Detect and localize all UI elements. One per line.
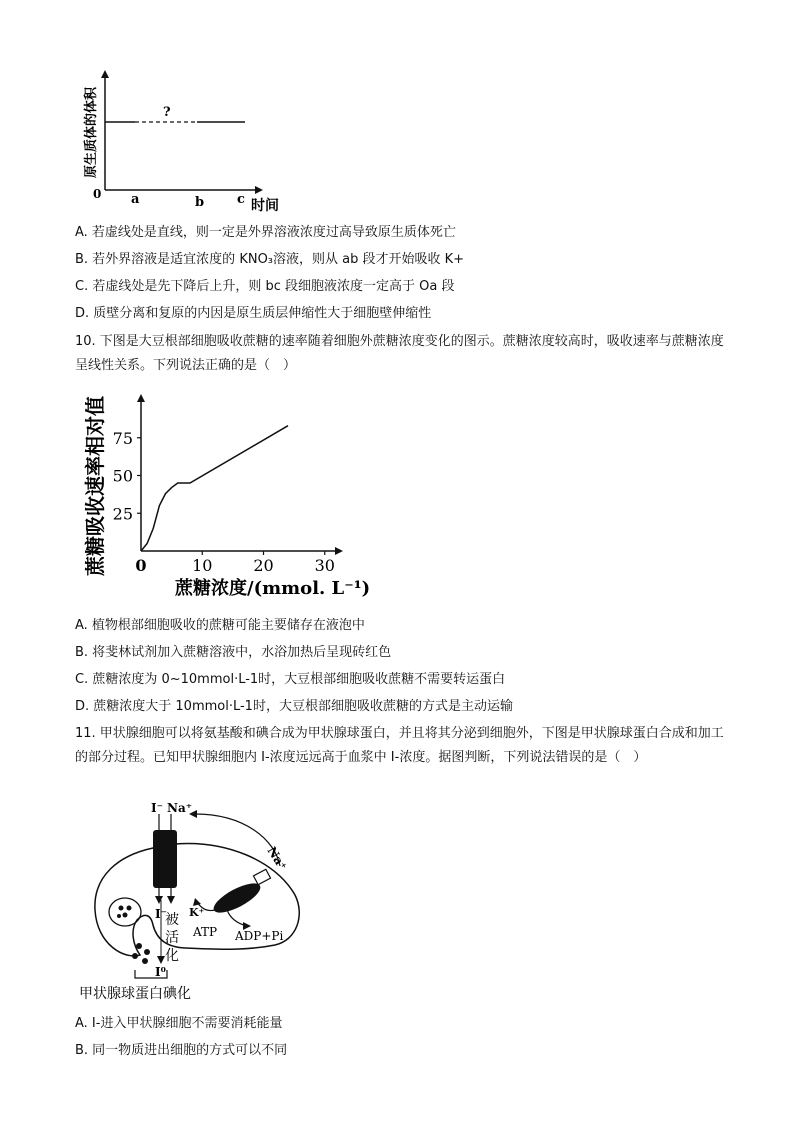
q10-option-a: A. 植物根部细胞吸收的蔗糖可能主要储存在液泡中 bbox=[75, 618, 365, 633]
i-zero-label: I⁰ bbox=[155, 965, 166, 979]
y-tick-label: 50 bbox=[112, 466, 133, 486]
q11-option-b: B. 同一物质进出细胞的方式可以不同 bbox=[75, 1043, 288, 1058]
q10-option-d: D. 蔗糖浓度大于 10mmol·L-1时，大豆根部细胞吸收蔗糖的方式是主动运输 bbox=[75, 699, 513, 714]
protoplast-volume-figure bbox=[75, 68, 295, 216]
x-tick-label: 0 bbox=[135, 556, 147, 575]
q10-option-b: B. 将斐林试剂加入蔗糖溶液中，水浴加热后呈现砖红色 bbox=[75, 645, 392, 660]
chart-series-line bbox=[141, 426, 288, 551]
q9-option-d: D. 质壁分离和复原的内因是原生质层伸缩性大于细胞壁伸缩性 bbox=[75, 306, 432, 321]
q9-option-a: A. 若虚线处是直线，则一定是外界溶液浓度过高导致原生质体死亡 bbox=[75, 225, 456, 240]
activated-char-2: 活 bbox=[165, 930, 179, 946]
question-10-text: 10. 下图是大豆根部细胞吸收蔗糖的速率随着细胞外蔗糖浓度变化的图示。蔗糖浓度较高时，吸收速率与蔗糖浓度呈线性关系。下列说法正确的是（ ） bbox=[75, 334, 724, 373]
q11-option-a: A. I-进入甲状腺细胞不需要消耗能量 bbox=[75, 1016, 283, 1031]
tick-b: b bbox=[195, 195, 205, 210]
y-tick-label: 75 bbox=[112, 428, 133, 448]
tick-a: a bbox=[131, 192, 140, 207]
diagram-caption: 甲状腺球蛋白碘化 bbox=[79, 986, 191, 1002]
atp-label: ATP bbox=[193, 925, 218, 939]
x-axis-label: 时间 bbox=[251, 198, 279, 214]
x-tick-label: 10 bbox=[192, 556, 213, 575]
i-minus-label: I⁻ bbox=[151, 801, 163, 815]
tick-c: c bbox=[237, 192, 245, 207]
q9-option-b: B. 若外界溶液是适宜浓度的 KNO₃溶液，则从 ab 段才开始吸收 K+ bbox=[75, 252, 465, 267]
na-outer-label: Na⁺ bbox=[264, 844, 290, 873]
chart-x-axis-label: 蔗糖浓度/(mmol. L⁻¹) bbox=[175, 578, 371, 599]
chart-y-axis-label: 蔗糖吸收速率相对值 bbox=[83, 396, 107, 576]
activated-char-1: 被 bbox=[165, 912, 179, 928]
i-minus-inner-label: I⁻ bbox=[155, 907, 167, 921]
question-11-text: 11. 甲状腺细胞可以将氨基酸和碘合成为甲状腺球蛋白，并且将其分泌到细胞外，下图是甲状腺球蛋白合成和加工的部分过程。已知甲状腺细胞内 I-浓度远远高于血浆中 I-浓度。据图判断，下列说法错误的是（ ） bbox=[75, 726, 724, 765]
q9-option-c: C. 若虚线处是先下降后上升，则 bc 段细胞液浓度一定高于 Oa 段 bbox=[75, 279, 455, 294]
q10-option-c: C. 蔗糖浓度为 0~10mmol·L-1时，大豆根部细胞吸收蔗糖不需要转运蛋白 bbox=[75, 672, 506, 687]
activated-char-3: 化 bbox=[165, 948, 179, 964]
thyroid-cell-diagram bbox=[75, 800, 335, 1005]
adp-label: ADP+Pi bbox=[235, 929, 284, 943]
question-mark: ? bbox=[163, 105, 171, 120]
x-tick-label: 20 bbox=[253, 556, 274, 575]
k-plus-label: K⁺ bbox=[189, 906, 205, 919]
na-plus-label: Na⁺ bbox=[167, 801, 193, 815]
x-tick-label: 30 bbox=[314, 556, 335, 575]
y-axis-label: 原生质体的体积 bbox=[84, 86, 99, 178]
origin-label: 0 bbox=[93, 187, 102, 201]
sucrose-absorption-chart bbox=[75, 386, 375, 606]
y-tick-label: 25 bbox=[112, 504, 133, 524]
